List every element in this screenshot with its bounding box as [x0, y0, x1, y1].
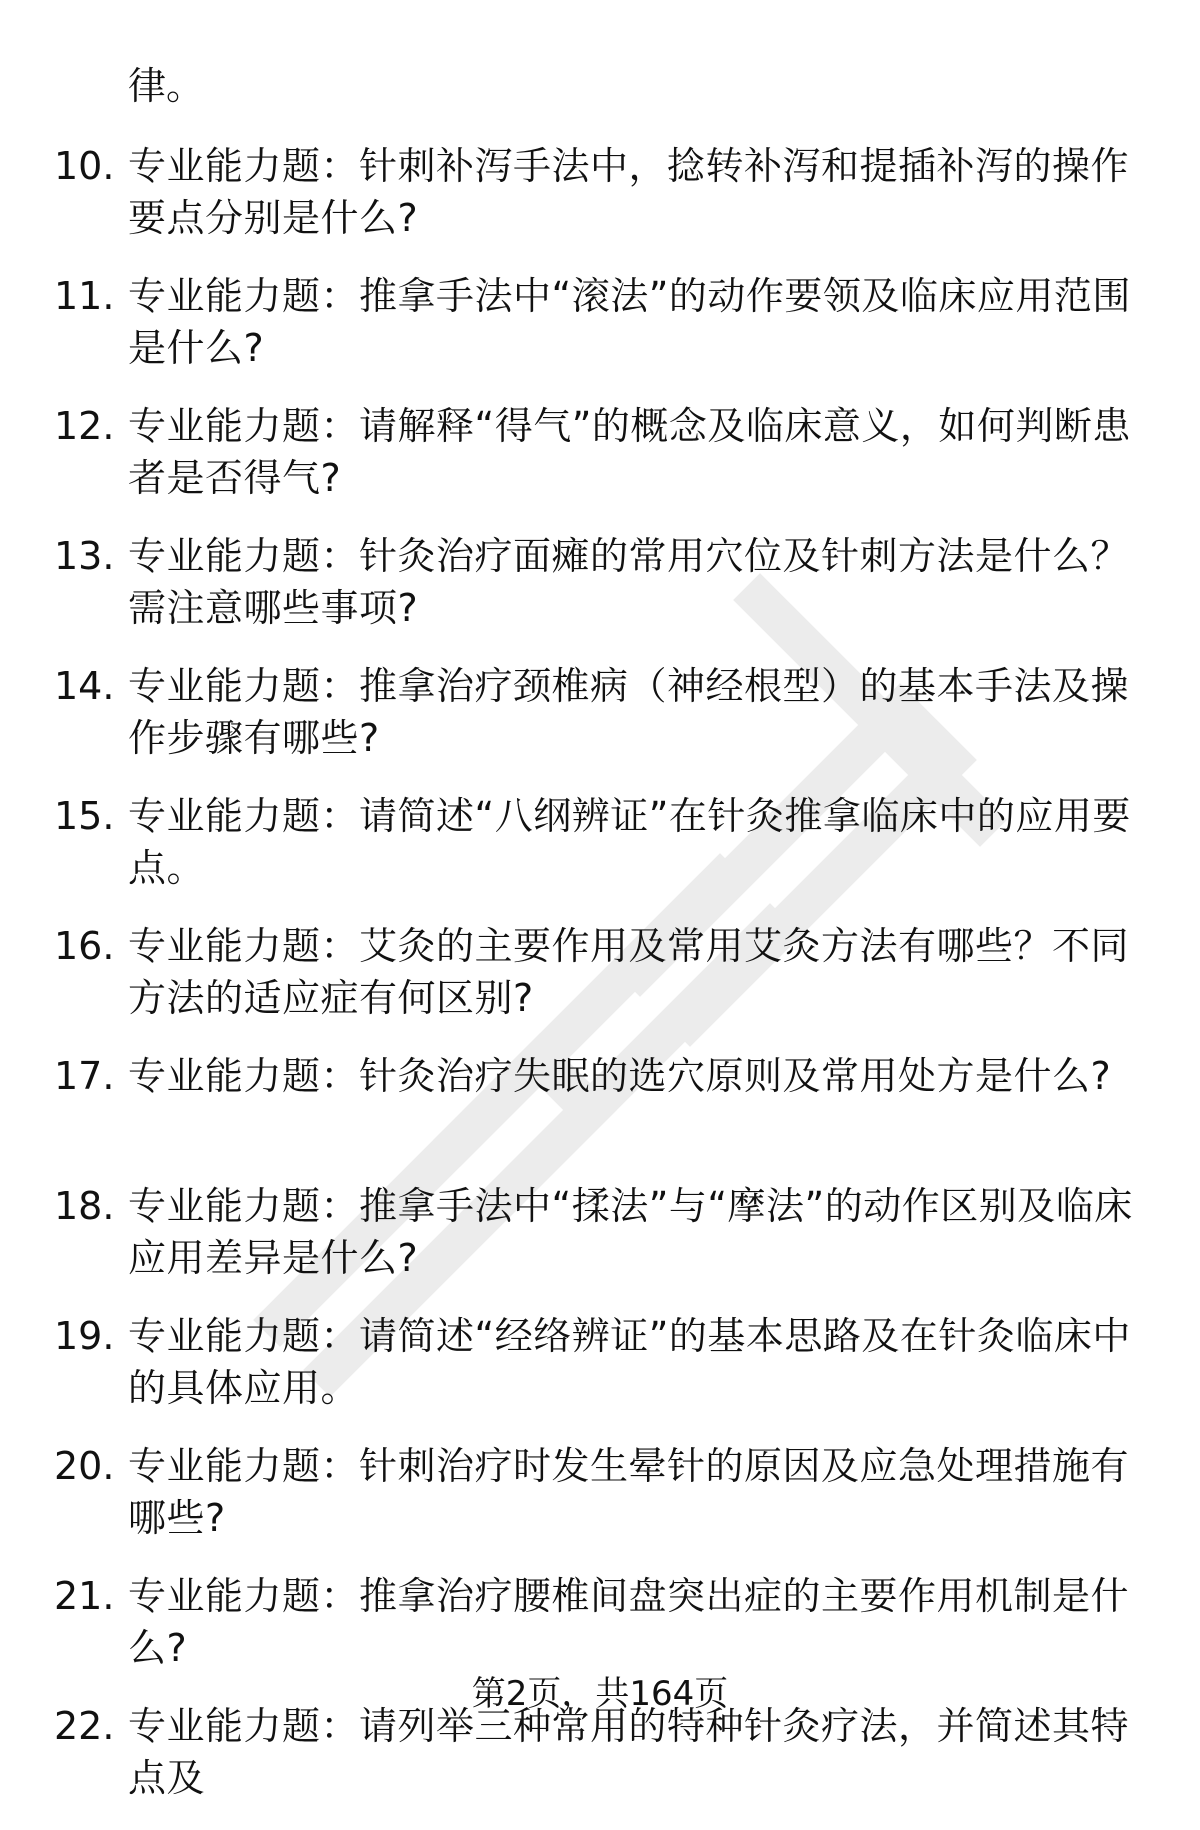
question-number: 16. — [54, 924, 115, 968]
question-number: 22. — [54, 1704, 115, 1748]
question-item — [0, 400, 1200, 530]
question-text: 专业能力题：推拿手法中“滚法”的动作要领及临床应用范围是什么? — [128, 274, 1131, 370]
question-text: 专业能力题：推拿手法中“揉法”与“摩法”的动作区别及临床应用差异是什么? — [128, 1184, 1133, 1280]
question-item — [0, 790, 1200, 920]
question-text: 专业能力题：请简述“经络辨证”的基本思路及在针灸临床中的具体应用。 — [128, 1314, 1131, 1410]
question-text: 专业能力题：针刺补泻手法中，捻转补泻和提插补泻的操作要点分别是什么? — [128, 144, 1130, 240]
question-number: 13. — [54, 534, 115, 578]
question-item — [0, 1310, 1200, 1440]
question-text: 专业能力题：针刺治疗时发生晕针的原因及应急处理措施有哪些? — [128, 1444, 1130, 1540]
page-footer: 第2页，共164页 — [471, 1674, 729, 1714]
question-number: 20. — [54, 1444, 115, 1488]
question-number: 11. — [54, 274, 115, 318]
continuation-text: 律。 — [128, 64, 205, 108]
question-text: 专业能力题：请解释“得气”的概念及临床意义，如何判断患者是否得气? — [128, 404, 1131, 500]
question-item — [0, 1050, 1200, 1180]
question-item — [0, 530, 1200, 660]
question-number: 14. — [54, 664, 115, 708]
question-item — [0, 270, 1200, 400]
question-number: 19. — [54, 1314, 115, 1358]
question-text: 专业能力题：推拿治疗腰椎间盘突出症的主要作用机制是什么? — [128, 1574, 1130, 1670]
question-number: 21. — [54, 1574, 115, 1618]
question-number: 15. — [54, 794, 115, 838]
question-item — [0, 660, 1200, 790]
question-list — [0, 140, 1200, 1830]
question-number: 12. — [54, 404, 115, 448]
question-item — [0, 1180, 1200, 1310]
question-number: 10. — [54, 144, 115, 188]
question-text: 专业能力题：针灸治疗面瘫的常用穴位及针刺方法是什么？需注意哪些事项? — [128, 534, 1130, 630]
question-text: 专业能力题：针灸治疗失眠的选穴原则及常用处方是什么? — [128, 1054, 1112, 1098]
question-item — [0, 1440, 1200, 1570]
question-text: 专业能力题：推拿治疗颈椎病（神经根型）的基本手法及操作步骤有哪些? — [128, 664, 1130, 760]
question-item — [0, 920, 1200, 1050]
question-item — [0, 140, 1200, 270]
question-text: 专业能力题：请列举三种常用的特种针灸疗法，并简述其特点及 — [128, 1704, 1130, 1800]
question-number: 18. — [54, 1184, 115, 1228]
question-text: 专业能力题：请简述“八纲辨证”在针灸推拿临床中的应用要点。 — [128, 794, 1131, 890]
question-number: 17. — [54, 1054, 115, 1098]
question-item — [0, 1700, 1200, 1830]
question-text: 专业能力题：艾灸的主要作用及常用艾灸方法有哪些？不同方法的适应症有何区别? — [128, 924, 1130, 1020]
